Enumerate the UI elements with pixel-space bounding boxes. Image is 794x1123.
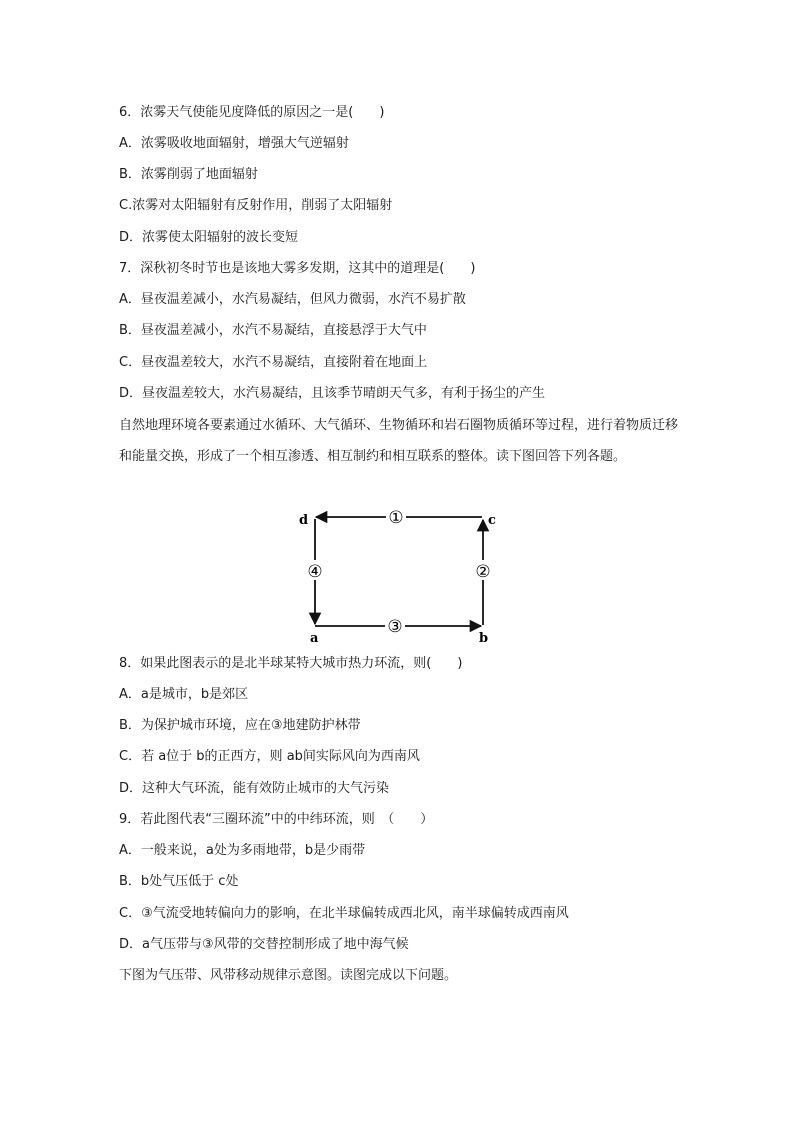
circulation-diagram xyxy=(290,500,500,645)
svg-text:③: ③ xyxy=(387,617,403,637)
corner-b-label: b xyxy=(479,631,489,645)
q6-option-b: B．浓雾削弱了地面辐射 xyxy=(119,167,258,182)
q8-option-a: A．a是城市，b是郊区 xyxy=(119,687,249,702)
q7-stem: 7．深秋初冬时节也是该地大雾多发期，这其中的道理是( ) xyxy=(119,261,476,276)
q6-option-d: D．浓雾使太阳辐射的波长变短 xyxy=(119,230,299,245)
q7-option-d: D．昼夜温差较大，水汽易凝结，且该季节晴朗天气多，有利于扬尘的产生 xyxy=(119,386,546,401)
passage-intro-pressure-belts: 下图为气压带、风带移动规律示意图。读图完成以下问题。 xyxy=(119,968,458,983)
passage-intro-circulation: 自然地理环境各要素通过水循环、大气循环、生物循环和岩石圈物质循环等过程，进行着物质迁移和能量交换，形成了一个相互渗透、相互制约和相互联系的整体。读下图回答下列各题。 xyxy=(119,418,679,464)
q7-option-b: B．昼夜温差减小，水汽不易凝结，直接悬浮于大气中 xyxy=(119,323,427,338)
q9-option-a: A．一般来说，a处为多雨地带，b是少雨带 xyxy=(119,843,366,858)
label-arrow-bottom xyxy=(385,617,405,637)
corner-a-label: a xyxy=(310,631,319,645)
label-arrow-right xyxy=(473,560,493,582)
svg-text:④: ④ xyxy=(307,562,323,582)
q6-stem: 6．浓雾天气使能见度降低的原因之一是( ) xyxy=(119,105,385,120)
q8-option-b: B．为保护城市环境，应在③地建防护林带 xyxy=(119,718,361,733)
svg-text:①: ① xyxy=(388,508,404,528)
corner-d-label: d xyxy=(299,513,309,528)
q7-option-c: C．昼夜温差较大，水汽不易凝结，直接附着在地面上 xyxy=(119,355,428,370)
q9-option-d: D．a气压带与③风带的交替控制形成了地中海气候 xyxy=(119,937,409,952)
svg-text:②: ② xyxy=(475,562,491,582)
q9-stem: 9．若此图代表“三圈环流”中的中纬环流，则 （ ） xyxy=(119,812,434,827)
q6-option-a: A．浓雾吸收地面辐射，增强大气逆辐射 xyxy=(119,136,349,151)
label-arrow-top xyxy=(386,508,406,528)
q6-option-c: C.浓雾对太阳辐射有反射作用，削弱了太阳辐射 xyxy=(119,198,393,213)
q9-option-c: C．③气流受地转偏向力的影响，在北半球偏转成西北风，南半球偏转成西南风 xyxy=(119,906,569,921)
q7-option-a: A．昼夜温差减小，水汽易凝结，但风力微弱，水汽不易扩散 xyxy=(119,292,466,307)
q8-option-c: C．若 a位于 b的正西方，则 ab间实际风向为西南风 xyxy=(119,749,420,764)
label-arrow-left xyxy=(305,560,325,582)
q8-option-d: D．这种大气环流，能有效防止城市的大气污染 xyxy=(119,781,390,796)
q8-stem: 8．如果此图表示的是北半球某特大城市热力环流，则( ) xyxy=(119,656,463,671)
corner-c-label: c xyxy=(488,513,496,528)
q9-option-b: B．b处气压低于 c处 xyxy=(119,874,239,889)
